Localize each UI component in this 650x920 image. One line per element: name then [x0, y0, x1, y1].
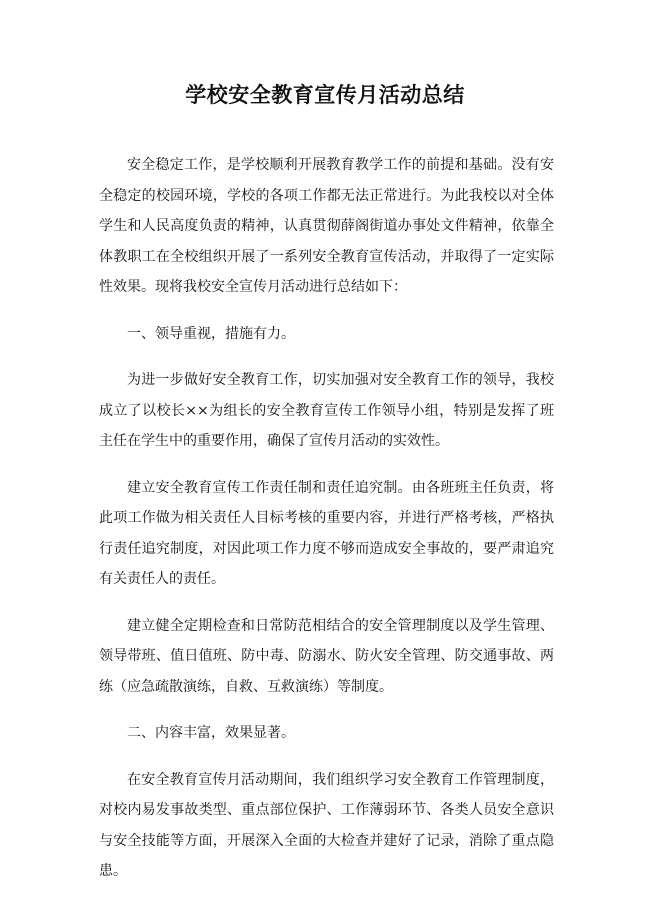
section-heading-2: 二、内容丰富，效果显著。 — [127, 725, 295, 741]
section-heading-1: 一、领导重视，措施有力。 — [127, 325, 295, 342]
paragraph-leadership: 为进一步做好安全教育工作，切实加强对安全教育工作的领导，我校成立了以校长××为组长的安全教育宣传工作领导小组，特别是发挥了班主任在学生中的重要作用，确保了宣传月活动的实效性。 — [99, 372, 554, 449]
paragraph-activities: 在安全教育宣传月活动期间，我们组织学习安全教育工作管理制度，对校内易发事故类型、重点部位保护、工作薄弱环节、各类人员安全意识与安全技能等方面，开展深入全面的大检查并建好了记录，消除了重点隐患。 — [99, 771, 554, 879]
paragraph-intro: 安全稳定工作，是学校顺利开展教育教学工作的前提和基础。没有安全稳定的校园环境，学校的各项工作都无法正常进行。为此我校以对全体学生和人民高度负责的精神，认真贯彻薛阁街道办事处文件精神，依靠全体教职工在全校组织开展了一系列安全教育宣传活动，并取得了一定实际性效果。现将我校安全宣传月活动进行总结如下： — [99, 157, 554, 295]
document-body — [99, 150, 554, 903]
document-title: 学校安全教育宣传月活动总结 — [185, 83, 465, 107]
paragraph-responsibility: 建立安全教育宣传工作责任制和责任追究制。由各班班主任负责，将此项工作做为相关责任人目标考核的重要内容，并进行严格考核，严格执行责任追究制度，对因此项工作力度不够而造成安全事故的，要严肃追究有关责任人的责任。 — [99, 479, 554, 587]
paragraph-management-system: 建立健全定期检查和日常防范相结合的安全管理制度以及学生管理、领导带班、值日值班、防中毒、防溺水、防火安全管理、防交通事故、两练（应急疏散演练，自救、互救演练）等制度。 — [99, 617, 554, 695]
